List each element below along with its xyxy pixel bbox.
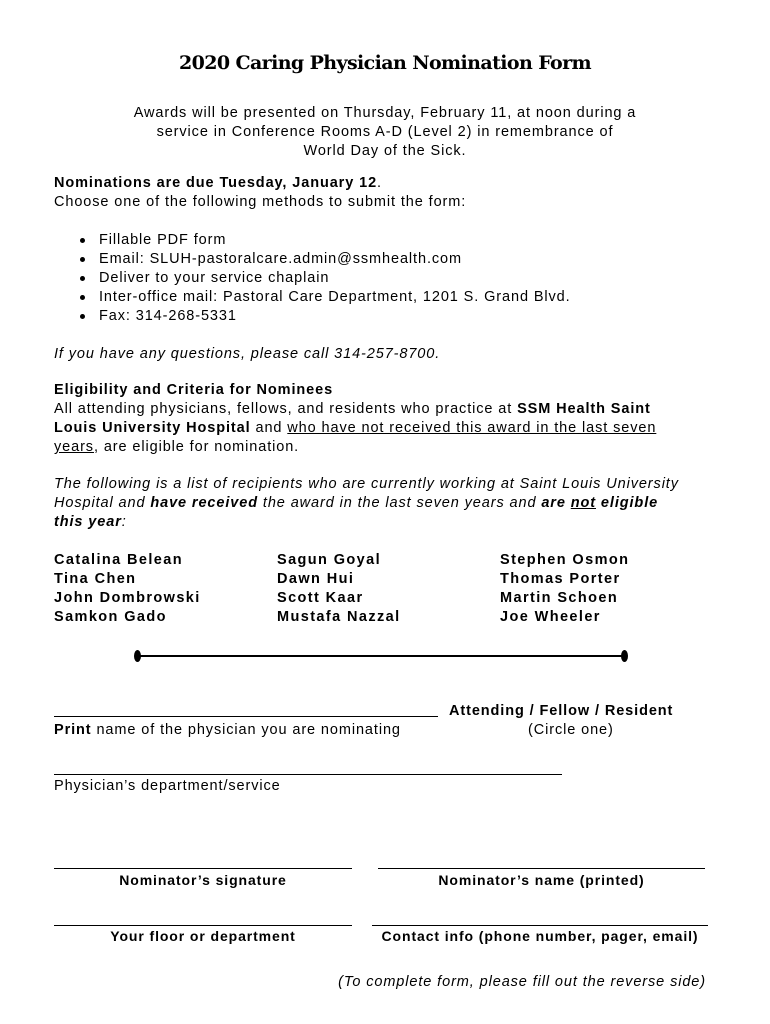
bullet-icon <box>80 295 85 300</box>
print-label-bold: Print <box>54 722 92 738</box>
physician-name-field[interactable] <box>54 716 438 717</box>
eligibility-condition: who have not received this award in the last seven <box>287 420 657 436</box>
method-text: Deliver to your service chaplain <box>99 270 330 286</box>
eligibility-text: All attending physicians, fellows, and residents who practice at <box>54 401 518 417</box>
circle-one-hint: (Circle one) <box>528 722 614 738</box>
divider-end-left <box>134 650 141 662</box>
recipients-intro-text: : <box>121 514 127 530</box>
intro-line: service in Conference Rooms A-D (Level 2) in remembrance of <box>156 124 614 140</box>
recipient-name: Thomas Porter <box>500 571 621 587</box>
recipient-name: Scott Kaar <box>277 590 364 606</box>
page-title: 2020 Caring Physician Nomination Form <box>178 52 592 74</box>
recipient-name: Tina Chen <box>54 571 137 587</box>
recipient-name: Stephen Osmon <box>500 552 630 568</box>
recipients-intro-emphasis: not <box>570 495 596 511</box>
bullet-icon <box>80 257 85 262</box>
list-item <box>80 288 571 307</box>
nominator-name-label: Nominator’s name (printed) <box>438 872 645 888</box>
list-item <box>80 250 571 269</box>
recipient-name: Catalina Belean <box>54 552 183 568</box>
reverse-side-note: (To complete form, please fill out the reverse side) <box>338 974 706 990</box>
eligibility-condition: years <box>54 439 94 455</box>
divider-bar <box>136 655 626 657</box>
due-date-line <box>54 174 382 193</box>
hospital-name: Louis University Hospital <box>54 420 251 436</box>
eligibility-line <box>54 438 299 457</box>
submission-methods-list <box>80 231 571 326</box>
eligibility-text: , are eligible for nomination. <box>93 439 300 455</box>
method-text: Email: SLUH-pastoralcare.admin@ssmhealth.com <box>99 251 462 267</box>
eligibility-line <box>54 400 651 419</box>
recipients-intro-text: the award in the last seven years and <box>257 495 542 511</box>
intro-line: Awards will be presented on Thursday, February 11, at noon during a <box>133 105 637 121</box>
recipients-column-1 <box>54 551 201 627</box>
print-label-text: name of the physician you are nominating <box>91 722 401 738</box>
due-date-text: Nominations are due Tuesday, January 12 <box>54 175 378 191</box>
questions-text: If you have any questions, please call 314-257-8700. <box>54 346 441 362</box>
recipient-name: John Dombrowski <box>54 590 201 606</box>
due-date-period: . <box>377 175 382 191</box>
recipient-name: Dawn Hui <box>277 571 355 587</box>
role-options[interactable]: Attending / Fellow / Resident <box>449 703 674 719</box>
bullet-icon <box>80 238 85 243</box>
recipient-name: Martin Schoen <box>500 590 619 606</box>
list-item <box>80 307 571 326</box>
section-divider <box>136 650 626 662</box>
bullet-icon <box>80 314 85 319</box>
recipients-intro-line <box>54 513 127 532</box>
floor-department-label: Your floor or department <box>110 928 296 944</box>
eligibility-heading: Eligibility and Criteria for Nominees <box>54 382 334 398</box>
method-text: Fax: 314-268-5331 <box>99 308 237 324</box>
recipients-column-2 <box>277 551 401 627</box>
contact-info-label: Contact info (phone number, pager, email) <box>381 928 699 944</box>
divider-end-right <box>621 650 628 662</box>
physician-name-label <box>54 721 401 740</box>
bullet-icon <box>80 276 85 281</box>
nominator-name-field[interactable] <box>378 868 705 869</box>
recipients-intro-emphasis: this year <box>54 514 122 530</box>
department-field[interactable] <box>54 774 562 775</box>
intro-paragraph <box>85 104 685 161</box>
eligibility-text: and <box>250 420 288 436</box>
list-item <box>80 231 571 250</box>
recipient-name: Samkon Gado <box>54 609 167 625</box>
recipients-intro-emphasis: are <box>541 495 571 511</box>
nominator-signature-field[interactable] <box>54 868 352 869</box>
eligibility-line <box>54 419 656 438</box>
recipients-intro-emphasis: have received <box>150 495 258 511</box>
list-item <box>80 269 571 288</box>
recipients-intro-text: Hospital and <box>54 495 151 511</box>
department-label: Physician’s department/service <box>54 778 281 794</box>
choose-method-text: Choose one of the following methods to submit the form: <box>54 194 467 210</box>
nominator-signature-label: Nominator’s signature <box>119 872 287 888</box>
hospital-name: SSM Health Saint <box>517 401 651 417</box>
recipients-column-3 <box>500 551 629 627</box>
method-text: Fillable PDF form <box>99 232 227 248</box>
recipient-name: Mustafa Nazzal <box>277 609 401 625</box>
recipients-intro-line: The following is a list of recipients who are currently working at Saint Louis University <box>54 476 679 492</box>
recipient-name: Joe Wheeler <box>500 609 601 625</box>
intro-line: World Day of the Sick. <box>303 143 467 159</box>
recipient-name: Sagun Goyal <box>277 552 382 568</box>
recipients-intro-line <box>54 494 658 513</box>
method-text: Inter-office mail: Pastoral Care Department, 1201 S. Grand Blvd. <box>99 289 571 305</box>
floor-department-field[interactable] <box>54 925 352 926</box>
recipients-intro-emphasis: eligible <box>596 495 659 511</box>
contact-info-field[interactable] <box>372 925 708 926</box>
